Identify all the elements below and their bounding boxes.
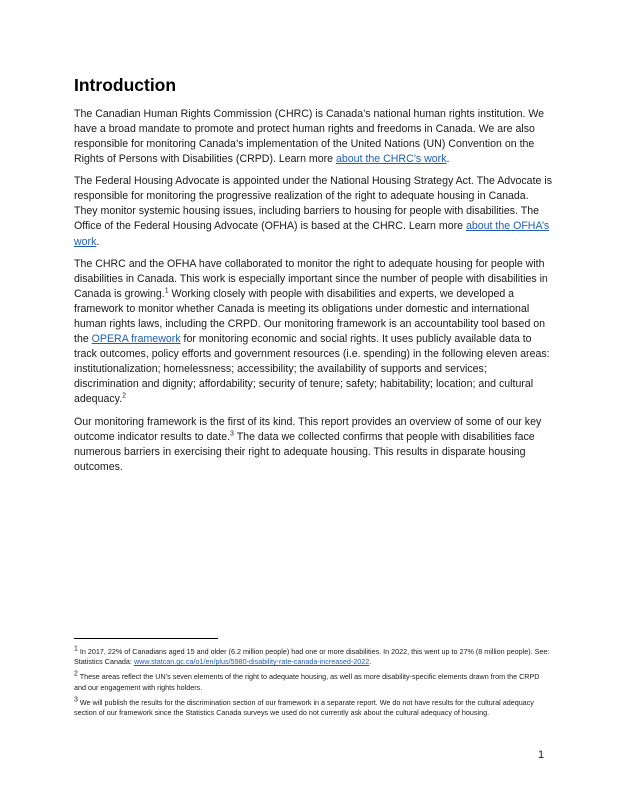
paragraph-text: for monitoring economic and social rights. It uses publicly available data to track outcomes, policy efforts and government resources (i.e. spending) in the following eleven areas: institutionalization; homelessness; accessibility; the availability of supports and services; discrimination and dignity; affordability; security of tenure; safety; habitability; location; and cultural adequacy.: [74, 333, 550, 406]
footnote-number: 1: [74, 645, 78, 653]
footnote-number: 3: [74, 696, 78, 704]
ofha-work-link[interactable]: about the OFHA’s work: [74, 220, 550, 248]
footnote-text: We will publish the results for the discrimination section of our framework in a separate report. We do not have results for the cultural adequacy section of our framework since the Statistics Canada surveys we used do not currently ask about the cultural adequacy of housing.: [74, 697, 534, 718]
paragraph-framework: [74, 415, 552, 475]
footnote-ref-1[interactable]: 1: [164, 287, 169, 295]
footnote-text: .: [369, 657, 372, 667]
main-content: [74, 74, 552, 482]
paragraph-collaboration: [74, 257, 552, 408]
paragraph-text: .: [96, 235, 100, 248]
paragraph-text: Our monitoring framework is the first of its kind. This report provides an overview of some of our key outcome indicator results to date.: [74, 415, 542, 443]
footnote-1: [74, 647, 552, 667]
footnote-2: [74, 672, 552, 692]
footnote-3: [74, 698, 552, 718]
opera-framework-link[interactable]: OPERA framework: [91, 333, 181, 346]
paragraph-text: The CHRC and the OFHA have collaborated to monitor the right to adequate housing for people with disabilities in Canada. This work is especially important since the number of people with disabilities in Canada is growing.: [74, 257, 548, 300]
paragraph-text: .: [446, 153, 450, 166]
section-heading: Introduction: [74, 75, 177, 95]
footnotes: [74, 647, 552, 723]
paragraph-text: Working closely with people with disabilities and experts, we developed a framework to monitor whether Canada is meeting its obligations under domestic and international human rights laws, including the CRPD. Our monitoring framework is an accountability tool based on the: [74, 287, 546, 346]
paragraph-chrc: [74, 107, 552, 167]
footnote-text: In 2017, 22% of Canadians aged 15 and older (6.2 million people) had one or more disabilities. In 2022, this went up to 27% (8 million people). See: Statistics Canada:: [74, 647, 550, 667]
page-number: 1: [538, 749, 545, 761]
paragraph-ofha: [74, 174, 552, 249]
footnote-number: 2: [74, 671, 78, 679]
paragraph-text: The Canadian Human Rights Commission (CHRC) is Canada’s national human rights institution. We have a broad mandate to promote and protect human rights and freedoms in Canada. We are also responsible for monitoring Canada’s implementation of the United Nations (UN) Convention on the Rights of Persons with Disabilities (CRPD). Learn more: [74, 107, 545, 166]
footnote-text: These areas reflect the UN’s seven elements of the right to adequate housing, as well as more disability-specific elements drawn from the CRPD and our engagement with rights holders.: [74, 672, 540, 692]
chrc-work-link[interactable]: about the CHRC’s work: [336, 153, 447, 166]
statcan-link[interactable]: www.statcan.gc.ca/o1/en/plus/5980-disability-rate-canada-increased-2022: [133, 657, 370, 667]
paragraph-text: The Federal Housing Advocate is appointed under the National Housing Strategy Act. The Advocate is responsible for monitoring the progressive realization of the right to adequate housing in Canada. They monitor systemic housing issues, including barriers to housing for people with disabilities. The Office of the Federal Housing Advocate (OFHA) is based at the CHRC. Learn more: [74, 175, 552, 233]
footnote-ref-2[interactable]: 2: [122, 392, 127, 400]
footnote-ref-3[interactable]: 3: [230, 430, 234, 438]
paragraph-text: The data we collected confirms that people with disabilities face numerous barriers in exercising their right to adequate housing. This results in disparate housing outcomes.: [74, 430, 535, 473]
footnote-divider: [74, 638, 218, 639]
